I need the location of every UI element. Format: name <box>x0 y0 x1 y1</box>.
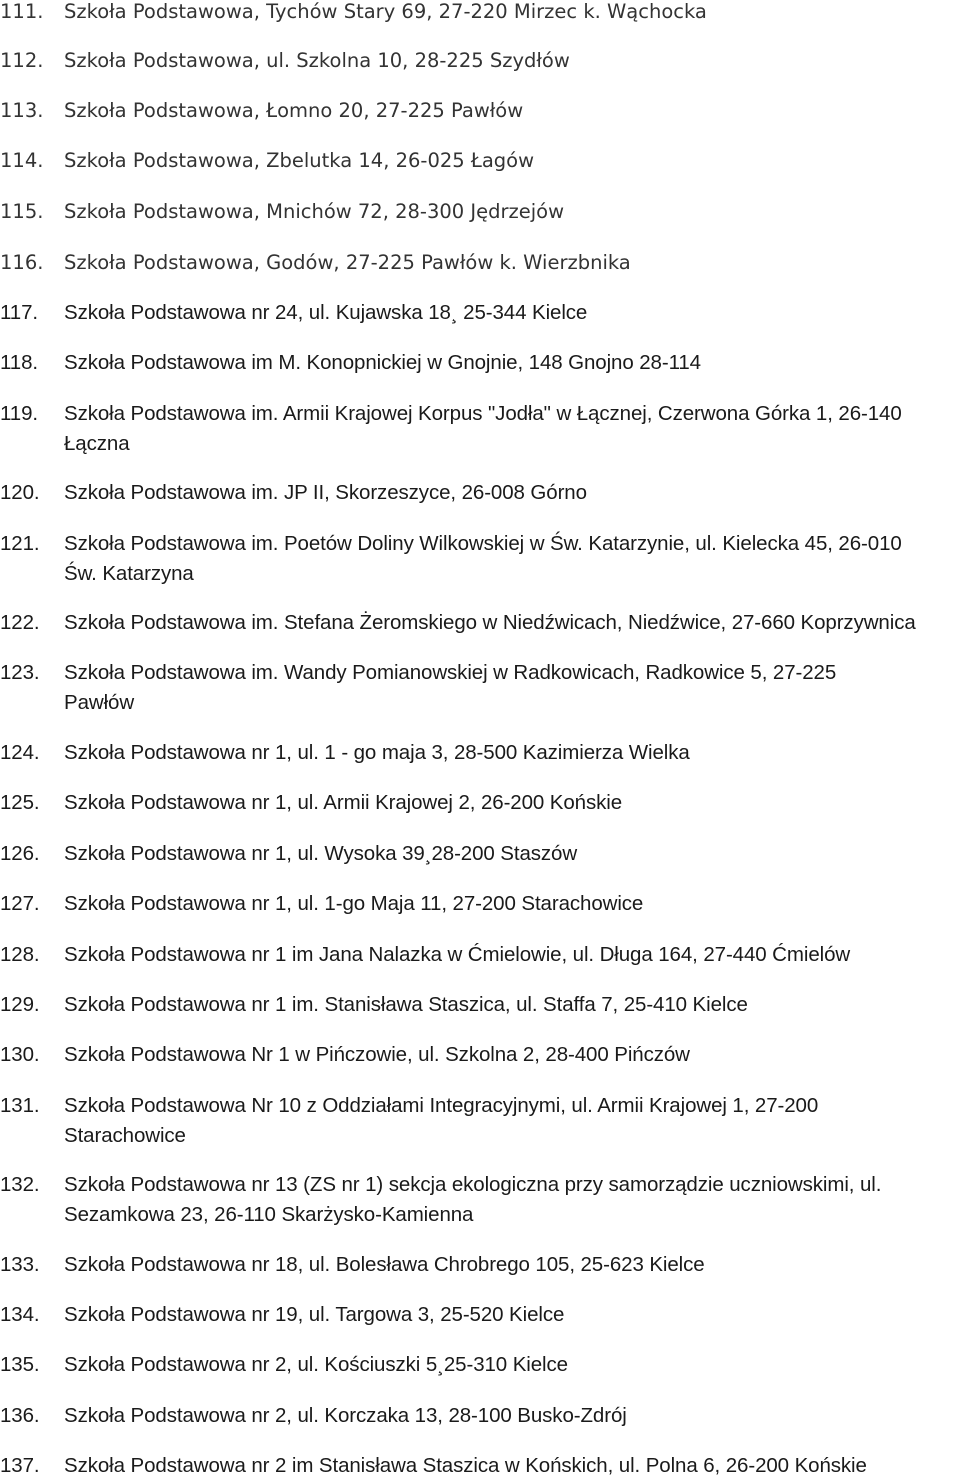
item-number: 128. <box>0 943 40 966</box>
item-line: Szkoła Podstawowa im. Wandy Pomianowskiej w Radkowicach, Radkowice 5, 27-225 <box>64 661 837 684</box>
item-text <box>64 889 643 919</box>
item-line: Łączna <box>64 432 130 455</box>
item-text <box>64 738 690 768</box>
item-line: Szkoła Podstawowa nr 2, ul. Kościuszki 5¸25-310 Kielce <box>64 1353 568 1376</box>
item-number: 137. <box>0 1454 40 1477</box>
item-number: 120. <box>0 481 40 504</box>
item-line: Szkoła Podstawowa, ul. Szkolna 10, 28-225 Szydłów <box>64 49 570 72</box>
item-line: Szkoła Podstawowa, Zbelutka 14, 26-025 Łagów <box>64 149 535 172</box>
item-number: 122. <box>0 611 40 634</box>
item-line: Szkoła Podstawowa nr 1 im. Stanisława Staszica, ul. Staffa 7, 25-410 Kielce <box>64 993 748 1016</box>
item-number: 135. <box>0 1353 40 1376</box>
item-line: Szkoła Podstawowa nr 13 (ZS nr 1) sekcja ekologiczna przy samorządzie uczniowskimi, ul. <box>64 1173 882 1196</box>
item-line: Szkoła Podstawowa nr 1, ul. 1 - go maja 3, 28-500 Kazimierza Wielka <box>64 741 690 764</box>
item-number: 132. <box>0 1173 40 1196</box>
item-text <box>64 46 570 76</box>
item-number: 112. <box>0 49 44 72</box>
item-line: Szkoła Podstawowa nr 1, ul. Armii Krajowej 2, 26-200 Końskie <box>64 791 623 814</box>
item-number: 116. <box>0 251 44 274</box>
item-text <box>64 1401 627 1431</box>
item-text <box>64 248 631 278</box>
item-line: Szkoła Podstawowa im. JP II, Skorzeszyce, 26-008 Górno <box>64 481 587 504</box>
item-text <box>64 146 534 176</box>
item-text <box>64 658 836 718</box>
item-line: Szkoła Podstawowa im. Stefana Żeromskiego w Niedźwicach, Niedźwice, 27-660 Koprzywnica <box>64 611 916 634</box>
item-number: 131. <box>0 1094 40 1117</box>
item-line: Sezamkowa 23, 26-110 Skarżysko-Kamienna <box>64 1203 474 1226</box>
item-number: 117. <box>0 301 38 324</box>
item-text <box>64 1091 818 1151</box>
item-line: Szkoła Podstawowa Nr 10 z Oddziałami Integracyjnymi, ul. Armii Krajowej 1, 27-200 <box>64 1094 819 1117</box>
item-number: 126. <box>0 842 40 865</box>
item-line: Starachowice <box>64 1124 186 1147</box>
item-text <box>64 788 622 818</box>
item-text <box>64 608 916 638</box>
item-line: Szkoła Podstawowa nr 2 im Stanisława Staszica w Końskich, ul. Polna 6, 26-200 Końskie <box>64 1454 867 1477</box>
item-number: 123. <box>0 661 40 684</box>
item-line: Szkoła Podstawowa Nr 1 w Pińczowie, ul. Szkolna 2, 28-400 Pińczów <box>64 1043 690 1066</box>
item-number: 115. <box>0 200 44 223</box>
item-text <box>64 1250 705 1280</box>
item-text <box>64 990 748 1020</box>
item-number: 134. <box>0 1303 40 1326</box>
item-line: Szkoła Podstawowa nr 24, ul. Kujawska 18¸ 25-344 Kielce <box>64 301 588 324</box>
item-text <box>64 478 587 508</box>
item-number: 129. <box>0 993 40 1016</box>
item-number: 119. <box>0 402 38 425</box>
item-line: Szkoła Podstawowa, Tychów Stary 69, 27-220 Mirzec k. Wąchocka <box>64 0 707 23</box>
item-line: Szkoła Podstawowa, Godów, 27-225 Pawłów k. Wierzbnika <box>64 251 631 274</box>
item-number: 114. <box>0 149 44 172</box>
item-line: Szkoła Podstawowa im M. Konopnickiej w Gnojnie, 148 Gnojno 28-114 <box>64 351 701 374</box>
item-number: 133. <box>0 1253 40 1276</box>
item-line: Szkoła Podstawowa nr 18, ul. Bolesława Chrobrego 105, 25-623 Kielce <box>64 1253 705 1276</box>
item-line: Św. Katarzyna <box>64 562 194 585</box>
item-number: 136. <box>0 1404 40 1427</box>
item-text <box>64 298 587 328</box>
item-line: Szkoła Podstawowa im. Poetów Doliny Wilkowskiej w Św. Katarzynie, ul. Kielecka 45, 26-010 <box>64 532 902 555</box>
item-line: Szkoła Podstawowa, Łomno 20, 27-225 Pawłów <box>64 99 524 122</box>
item-text <box>64 197 564 227</box>
item-line: Szkoła Podstawowa nr 2, ul. Korczaka 13, 28-100 Busko-Zdrój <box>64 1404 627 1427</box>
item-text <box>64 1350 568 1380</box>
item-line: Szkoła Podstawowa, Mnichów 72, 28-300 Jędrzejów <box>64 200 565 223</box>
item-number: 111. <box>0 0 44 23</box>
item-number: 113. <box>0 99 44 122</box>
item-text <box>64 1451 867 1481</box>
item-line: Pawłów <box>64 691 135 714</box>
item-text <box>64 399 902 459</box>
item-text <box>64 0 707 27</box>
item-text <box>64 940 850 970</box>
item-text <box>64 529 902 589</box>
item-number: 130. <box>0 1043 40 1066</box>
item-number: 118. <box>0 351 38 374</box>
item-text <box>64 96 523 126</box>
item-line: Szkoła Podstawowa nr 19, ul. Targowa 3, 25-520 Kielce <box>64 1303 565 1326</box>
item-line: Szkoła Podstawowa nr 1, ul. 1-go Maja 11, 27-200 Starachowice <box>64 892 644 915</box>
item-line: Szkoła Podstawowa im. Armii Krajowej Korpus "Jodła" w Łącznej, Czerwona Górka 1, 26-140 <box>64 402 902 425</box>
item-text <box>64 348 701 378</box>
item-text <box>64 839 577 869</box>
item-text <box>64 1300 564 1330</box>
item-text <box>64 1040 690 1070</box>
item-line: Szkoła Podstawowa nr 1 im Jana Nalazka w Ćmielowie, ul. Długa 164, 27-440 Ćmielów <box>64 943 851 966</box>
item-number: 124. <box>0 741 40 764</box>
item-line: Szkoła Podstawowa nr 1, ul. Wysoka 39¸28-200 Staszów <box>64 842 578 865</box>
item-text <box>64 1170 881 1230</box>
item-number: 125. <box>0 791 40 814</box>
item-number: 121. <box>0 532 40 555</box>
item-number: 127. <box>0 892 40 915</box>
